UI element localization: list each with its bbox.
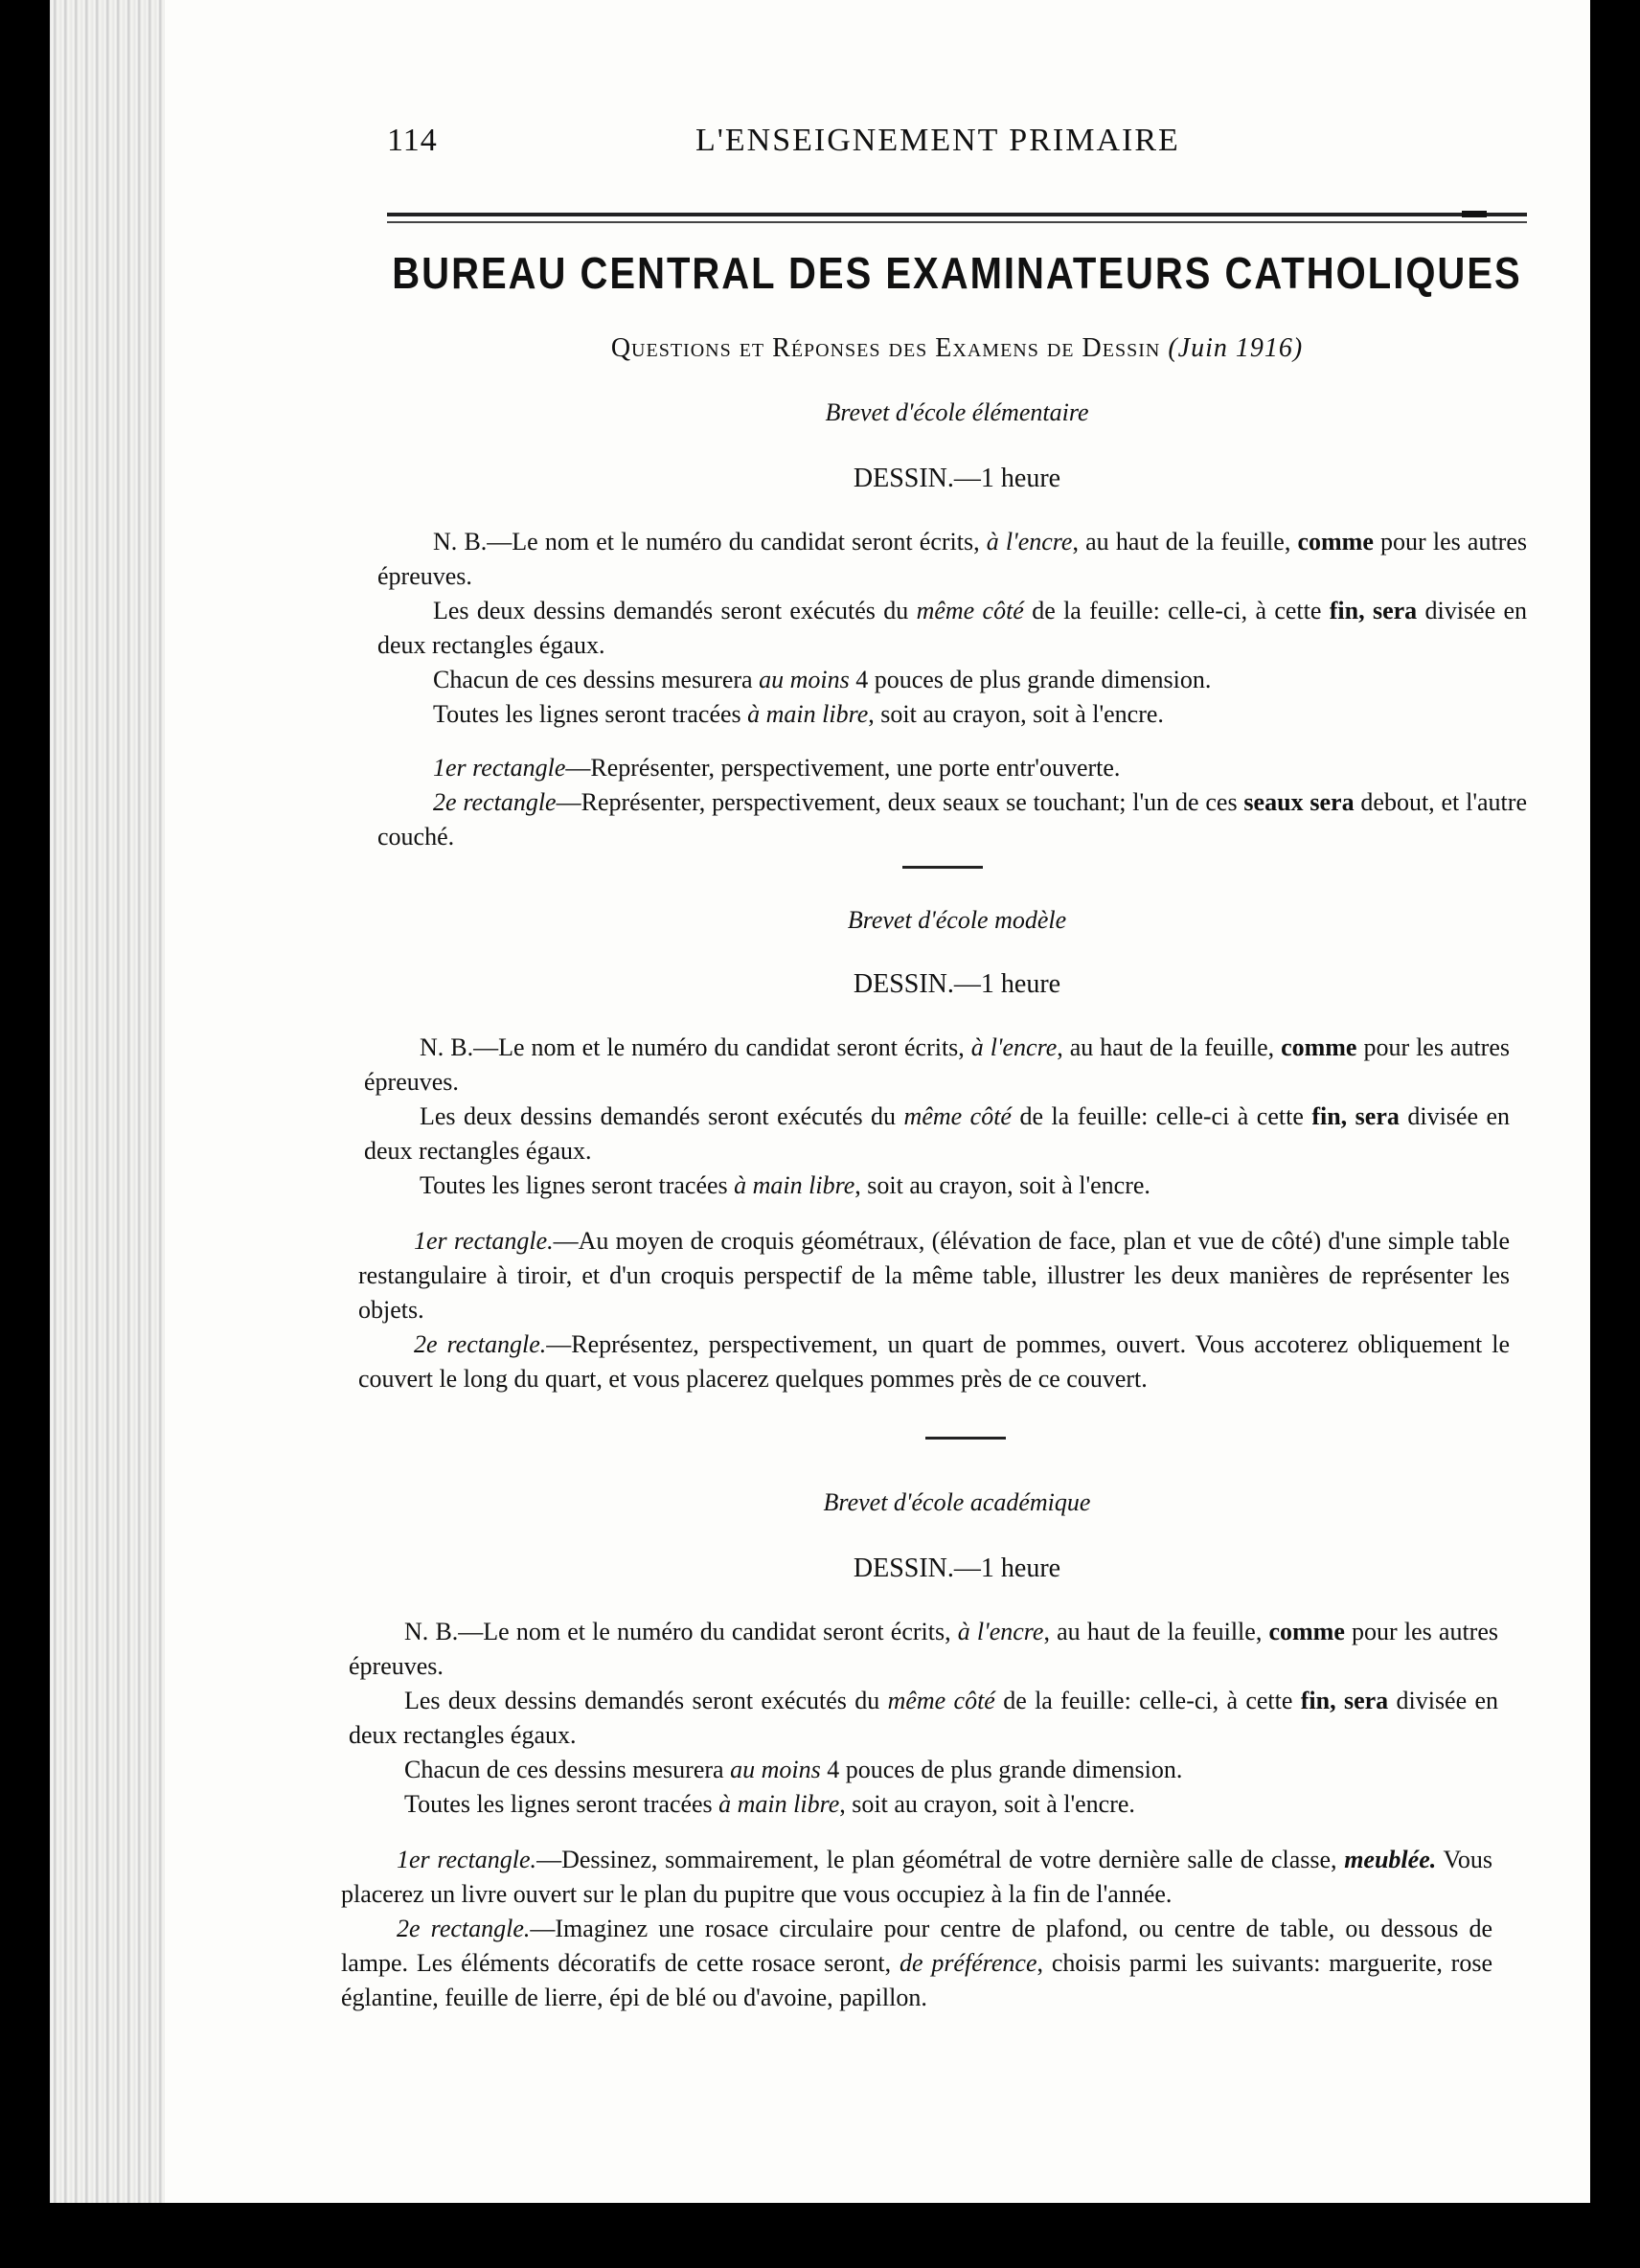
nb-paragraph bbox=[364, 1031, 1510, 1203]
page-title: BUREAU CENTRAL DES EXAMINATEURS CATHOLIQUES bbox=[392, 249, 1522, 299]
section-time: DESSIN.—1 heure bbox=[853, 1554, 1061, 1583]
section-separator bbox=[925, 1437, 1006, 1440]
running-header bbox=[387, 123, 1236, 180]
nb-line-4: Toutes les lignes seront tracées à main libre, soit au crayon, soit à l'encre. bbox=[433, 700, 1164, 728]
nb-line-3: Chacun de ces dessins mesurera au moins 4 pouces de plus grande dimension. bbox=[404, 1756, 1183, 1783]
section-time: DESSIN.—1 heure bbox=[853, 464, 1061, 493]
header-rule bbox=[387, 213, 1527, 216]
nb-line-2: Les deux dessins demandés seront exécutés du même côté de la feuille: celle-ci, à cette fin, sera divisée en deux rectangles égaux. bbox=[377, 597, 1528, 659]
section-separator bbox=[902, 866, 983, 869]
header-rule-thin bbox=[387, 221, 1527, 223]
section-heading: Brevet d'école académique bbox=[823, 1488, 1091, 1516]
rectangle-tasks bbox=[377, 751, 1527, 854]
header-rule-mark bbox=[1462, 211, 1487, 217]
nb-line-3: Toutes les lignes seront tracées à main libre, soit au crayon, soit à l'encre. bbox=[420, 1171, 1150, 1199]
nb-line-2: Les deux dessins demandés seront exécutés du même côté de la feuille: celle-ci à cette fin, sera divisée en deux rectangles égaux. bbox=[364, 1102, 1511, 1165]
rectangle-2: 2e rectangle—Représenter, perspectivement, deux seaux se touchant; l'un de ces seaux sera debout, et l'autre couché. bbox=[377, 788, 1527, 850]
section-time: DESSIN.—1 heure bbox=[853, 969, 1061, 999]
rectangle-2: 2e rectangle.—Imaginez une rosace circulaire pour centre de plafond, ou centre de table, ou dessous de lampe. Les éléments décoratifs de cette rosace seront, de préférence, choisis parmi les suivants: marguerite, rose églantine, feuille de lierre, épi de blé ou d'avoine, papillon. bbox=[341, 1915, 1493, 2011]
running-title: L'ENSEIGNEMENT PRIMAIRE bbox=[695, 123, 1180, 158]
page-subtitle bbox=[387, 333, 1527, 364]
scan-border-right bbox=[1590, 0, 1640, 2203]
nb-line-1: N. B.—Le nom et le numéro du candidat seront écrits, à l'encre, au haut de la feuille, comme pour les autres épreuves. bbox=[349, 1618, 1498, 1680]
section-heading: Brevet d'école élémentaire bbox=[825, 398, 1089, 426]
nb-line-4: Toutes les lignes seront tracées à main libre, soit au crayon, soit à l'encre. bbox=[404, 1790, 1135, 1818]
rectangle-2: 2e rectangle.—Représentez, perspectivement, un quart de pommes, ouvert. Vous accoterez obliquement le couvert le long du quart, et vous placerez quelques pommes près de ce couvert. bbox=[358, 1330, 1511, 1393]
book-page-edges bbox=[50, 0, 165, 2203]
rectangle-1: 1er rectangle.—Au moyen de croquis géométraux, (élévation de face, plan et vue de côté) d'une simple table restangulaire à tiroir, et d'un croquis perspectif de la même table, illustrer les deux manières de représenter les objets. bbox=[358, 1227, 1510, 1324]
nb-line-3: Chacun de ces dessins mesurera au moins 4 pouces de plus grande dimension. bbox=[433, 666, 1212, 693]
subtitle-date: (Juin 1916) bbox=[1168, 333, 1304, 363]
nb-paragraph bbox=[349, 1615, 1498, 1822]
nb-line-1: N. B.—Le nom et le numéro du candidat seront écrits, à l'encre, au haut de la feuille, comme pour les autres épreuves. bbox=[377, 528, 1527, 590]
rectangle-1: 1er rectangle.—Dessinez, sommairement, le plan géométral de votre dernière salle de classe, meublée. Vous placerez un livre ouvert sur le plan du pupitre que vous occupiez à la fin de l'année. bbox=[341, 1846, 1492, 1908]
nb-line-2: Les deux dessins demandés seront exécutés du même côté de la feuille: celle-ci, à cette fin, sera divisée en deux rectangles égaux. bbox=[349, 1687, 1499, 1749]
subtitle-text: Questions et Réponses des Examens de Dessin bbox=[610, 333, 1161, 363]
nb-line-1: N. B.—Le nom et le numéro du candidat seront écrits, à l'encre, au haut de la feuille, comme pour les autres épreuves. bbox=[364, 1033, 1510, 1096]
rectangle-tasks bbox=[358, 1224, 1510, 1396]
page-number: 114 bbox=[387, 123, 438, 158]
scan-border-bottom bbox=[0, 2203, 1640, 2268]
section-heading: Brevet d'école modèle bbox=[847, 906, 1067, 934]
rectangle-1: 1er rectangle—Représenter, perspectivement, une porte entr'ouverte. bbox=[433, 754, 1121, 782]
rectangle-tasks bbox=[341, 1843, 1492, 2015]
nb-paragraph bbox=[377, 525, 1527, 732]
